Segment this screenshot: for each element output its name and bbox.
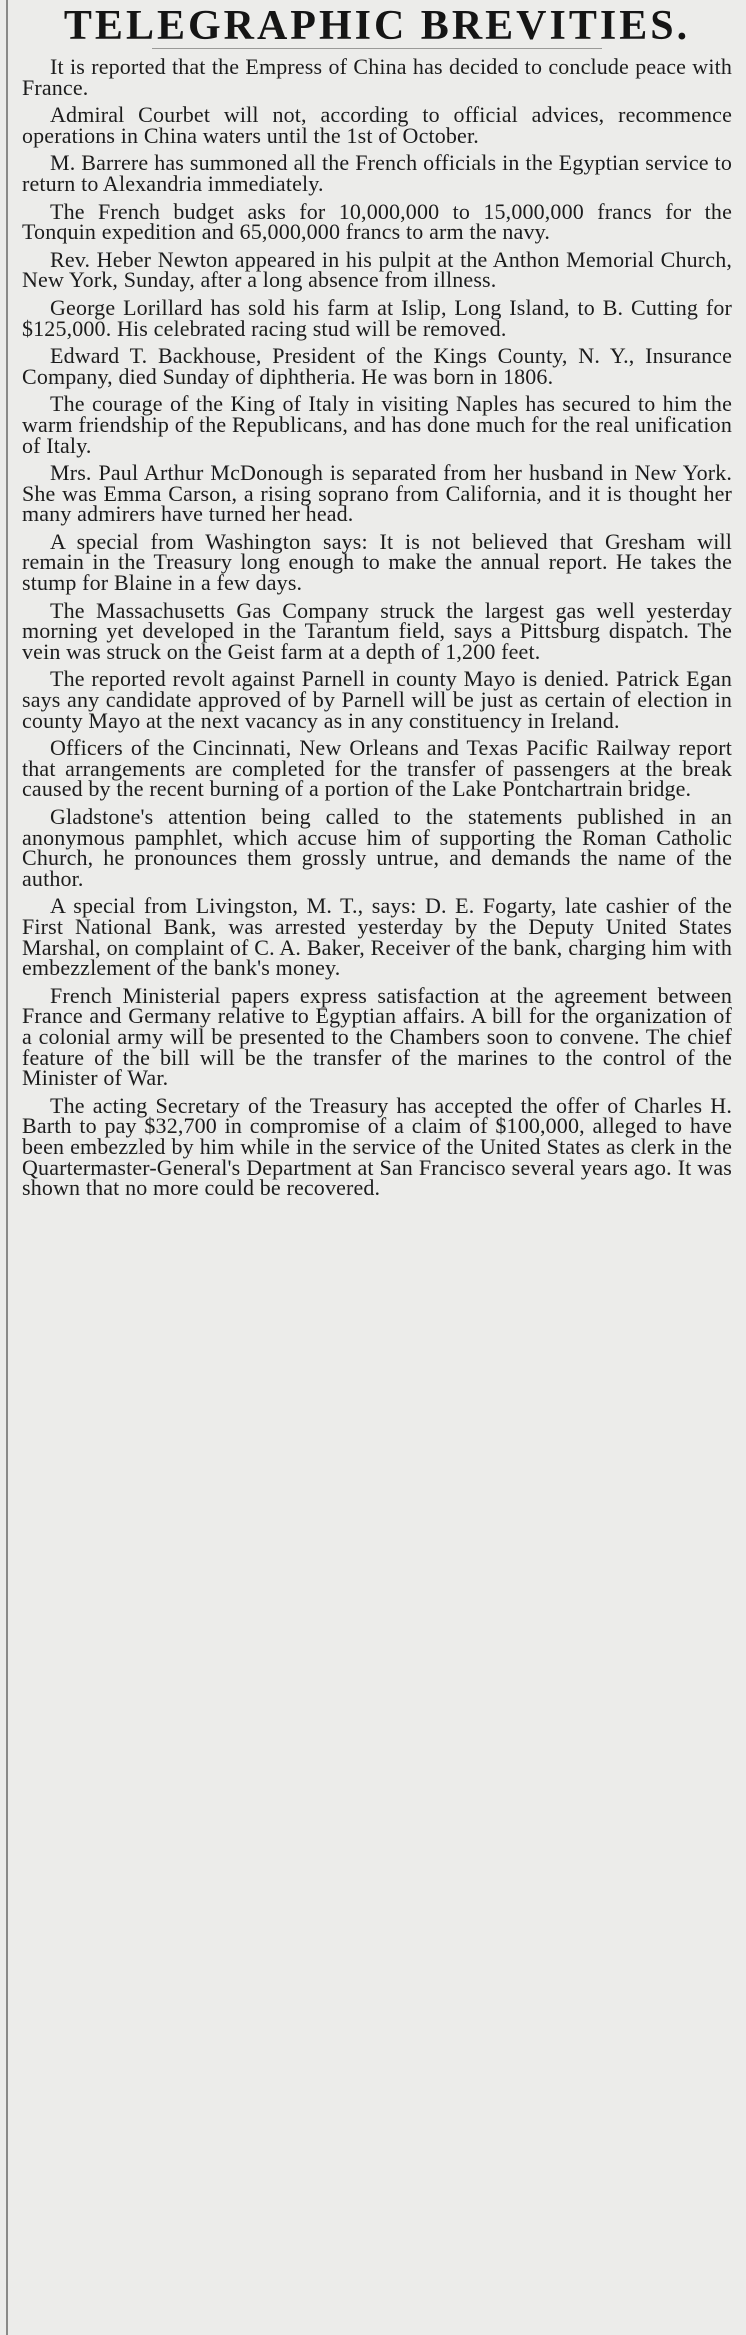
news-item-empress-china: It is reported that the Empress of China has decided to conclude peace with France.: [22, 54, 732, 100]
column-heading: TELEGRAPHIC BREVITIES.: [63, 3, 691, 49]
news-item-fogarty: A special from Livingston, M. T., says: D. E. Fogarty, late cashier of the First National Bank, was arrested yesterday by the Deputy United States Marshal, on complaint of C. A. Baker, Receiver of the bank, charging him with embezzlement of the bank's money.: [22, 893, 732, 981]
news-item-barth: The acting Secretary of the Treasury has accepted the offer of Charles H. Barth to pay $32,700 in compromise of a claim of $100,000, alleged to have been embezzled by him while in the service of the United States as clerk in the Quartermaster-General's Department at San Francisco several years ago. It was shown that no more could be recovered.: [22, 1092, 732, 1201]
news-item-gresham: A special from Washington says: It is not believed that Gresham will remain in the Treasury long enough to make the annual report. He takes the stump for Blaine in a few days.: [22, 528, 732, 596]
news-item-gladstone: Gladstone's attention being called to the statements published in an anonymous pamphlet, which accuse him of supporting the Roman Catholic Church, he pronounces them grossly untrue, and demands the name of the author.: [22, 804, 732, 891]
news-item-mcdonough: Mrs. Paul Arthur McDonough is separated from her husband in New York. She was Emma Carson, a rising soprano from California, and it is thought her many admirers have turned her head.: [22, 460, 732, 527]
news-item-railway: Officers of the Cincinnati, New Orleans and Texas Pacific Railway report that arrangements are completed for the transfer of passengers at the break caused by the recent burning of a portion of the Lake Pontchartrain bridge.: [22, 735, 732, 802]
news-item-french-budget: The French budget asks for 10,000,000 to 15,000,000 francs for the Tonquin expedition and 65,000,000 francs to arm the navy.: [22, 198, 732, 245]
news-item-admiral-courbet: Admiral Courbet will not, according to official advices, recommence operations in China waters until the 1st of October.: [22, 102, 732, 148]
news-item-barrere: M. Barrere has summoned all the French officials in the Egyptian service to return to Alexandria immediately.: [22, 150, 732, 196]
news-item-french-ministerial: French Ministerial papers express satisfaction at the agreement between France and Germany relative to Egyptian affairs. A bill for the organization of a colonial army will be presented to the Chambers soon to convene. The chief feature of the bill will be the transfer of the marines to the control of the Minister of War.: [22, 982, 732, 1091]
news-item-parnell: The reported revolt against Parnell in county Mayo is denied. Patrick Egan says any candidate approved of by Parnell will be just as certain of election in county Mayo at the next vacancy as in any constituency in Ireland.: [22, 666, 732, 733]
news-item-king-italy: The courage of the King of Italy in visiting Naples has secured to him the warm friendship of the Republicans, and has done much for the real unification of Italy.: [22, 391, 732, 458]
news-item-heber-newton: Rev. Heber Newton appeared in his pulpit at the Anthon Memorial Church, New York, Sunday, after a long absence from illness.: [22, 246, 732, 293]
news-item-gas-well: The Massachusetts Gas Company struck the largest gas well yesterday morning yet developed in the Tarantum field, says a Pittsburg dispatch. The vein was struck on the Geist farm at a depth of 1,200 feet.: [22, 597, 732, 664]
news-item-backhouse: Edward T. Backhouse, President of the Kings County, N. Y., Insurance Company, died Sunday of diphtheria. He was born in 1806.: [22, 343, 732, 389]
column-rule: [6, 0, 8, 2335]
news-items: [22, 54, 732, 1201]
news-item-lorillard: George Lorillard has sold his farm at Islip, Long Island, to B. Cutting for $125,000. His celebrated racing stud will be removed.: [22, 294, 732, 341]
